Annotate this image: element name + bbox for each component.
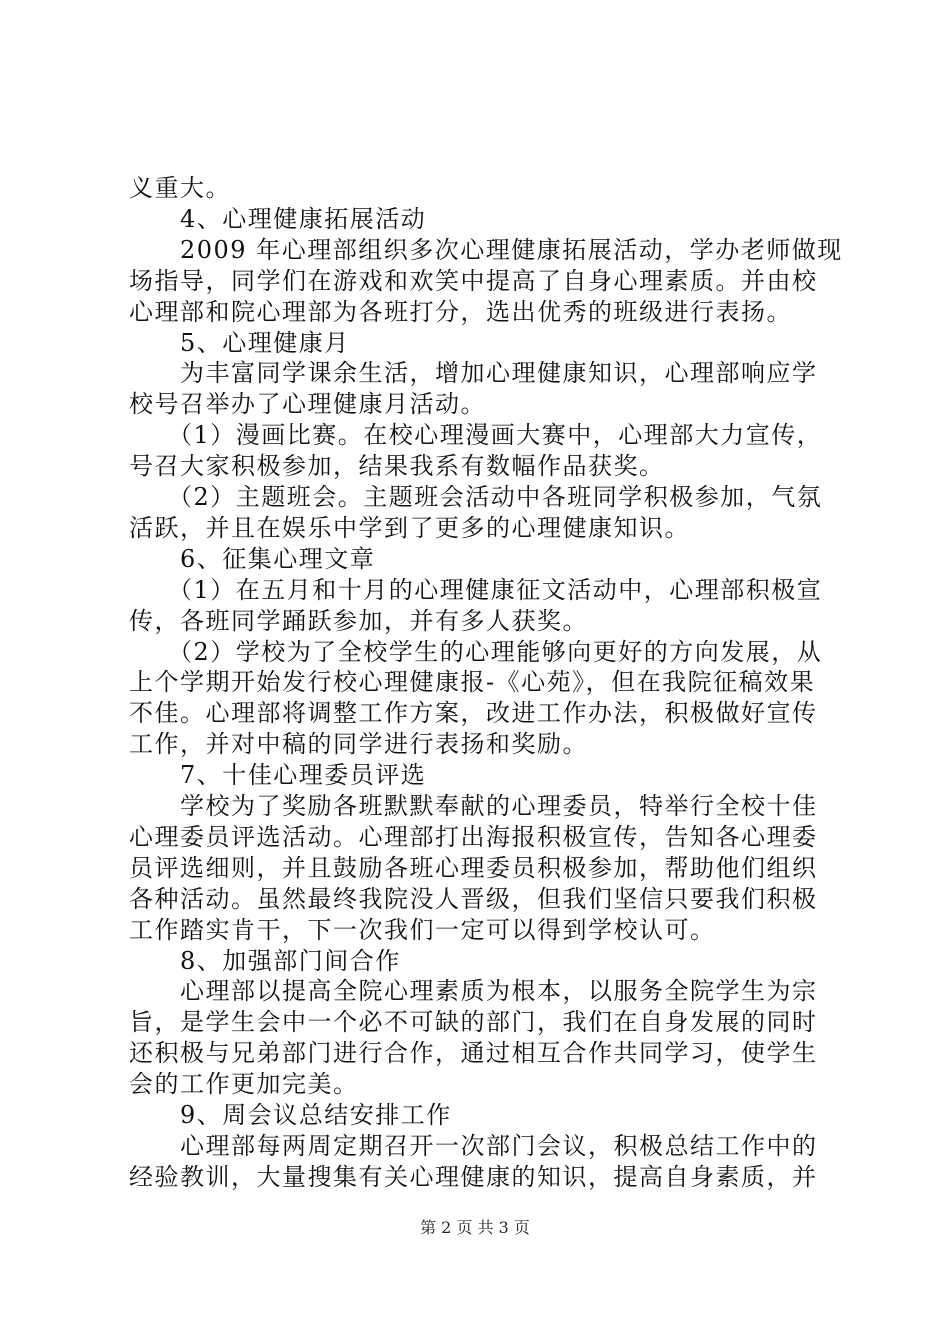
text-line: 上个学期开始发行校心理健康报-《心苑》，但在我院征稿效果 [129,668,816,696]
text-line: （2）学校为了全校学生的心理能够向更好的方向发展，从 [129,638,823,666]
text-line: 旨，是学生会中一个必不可缺的部门，我们在自身发展的同时 [129,1008,818,1036]
text-line: 各种活动。虽然最终我院没人晋级，但我们坚信只要我们积极 [129,885,818,913]
text-line: 2009 年心理部组织多次心理健康拓展活动，学办老师做现 [129,236,843,264]
text-line: 心理委员评选活动。心理部打出海报积极宣传，告知各心理委 [129,823,818,851]
text-line: 工作，并对中稿的同学进行表扬和奖励。 [129,730,588,758]
page-footer: 第 2 页 共 3 页 [420,1218,530,1237]
text-line: 场指导，同学们在游戏和欢笑中提高了自身心理素质。并由校 [129,267,818,295]
text-line: 心理部以提高全院心理素质为根本，以服务全院学生为宗 [129,977,818,1005]
text-line: 为丰富同学课余生活，增加心理健康知识，心理部响应学 [129,359,818,387]
section-heading: 9、周会议总结安排工作 [129,1101,452,1129]
text-line: 义重大。 [129,174,231,202]
text-line: 经验教训，大量搜集有关心理健康的知识，提高自身素质，并 [129,1163,818,1191]
text-line: 心理部每两周定期召开一次部门会议，积极总结工作中的 [129,1132,818,1160]
text-line: 员评选细则，并且鼓励各班心理委员积极参加，帮助他们组织 [129,854,818,882]
section-heading: 8、加强部门间合作 [129,947,401,975]
text-line: 工作踏实肯干，下一次我们一定可以得到学校认可。 [129,916,716,944]
text-line: （1）在五月和十月的心理健康征文活动中，心理部积极宣 [129,576,823,604]
text-line: 不佳。心理部将调整工作方案，改进工作办法，积极做好宣传 [129,699,818,727]
text-line: 号召大家积极参加，结果我系有数幅作品获奖。 [129,452,665,480]
text-line: 校号召举办了心理健康月活动。 [129,390,486,418]
text-line: 活跃，并且在娱乐中学到了更多的心理健康知识。 [129,514,690,542]
section-heading: 4、心理健康拓展活动 [129,205,427,233]
text-line: 还积极与兄弟部门进行合作，通过相互合作共同学习，使学生 [129,1039,818,1067]
text-line: （2）主题班会。主题班会活动中各班同学积极参加，气氛 [129,483,823,511]
text-line: 传，各班同学踊跃参加，并有多人获奖。 [129,607,588,635]
section-heading: 7、十佳心理委员评选 [129,761,427,789]
section-heading: 6、征集心理文章 [129,545,376,573]
text-line: 心理部和院心理部为各班打分，选出优秀的班级进行表扬。 [129,298,792,326]
text-line: 会的工作更加完美。 [129,1070,359,1098]
text-line: （1）漫画比赛。在校心理漫画大赛中，心理部大力宣传， [129,421,823,449]
text-line: 学校为了奖励各班默默奉献的心理委员，特举行全校十佳 [129,792,818,820]
section-heading: 5、心理健康月 [129,329,350,357]
